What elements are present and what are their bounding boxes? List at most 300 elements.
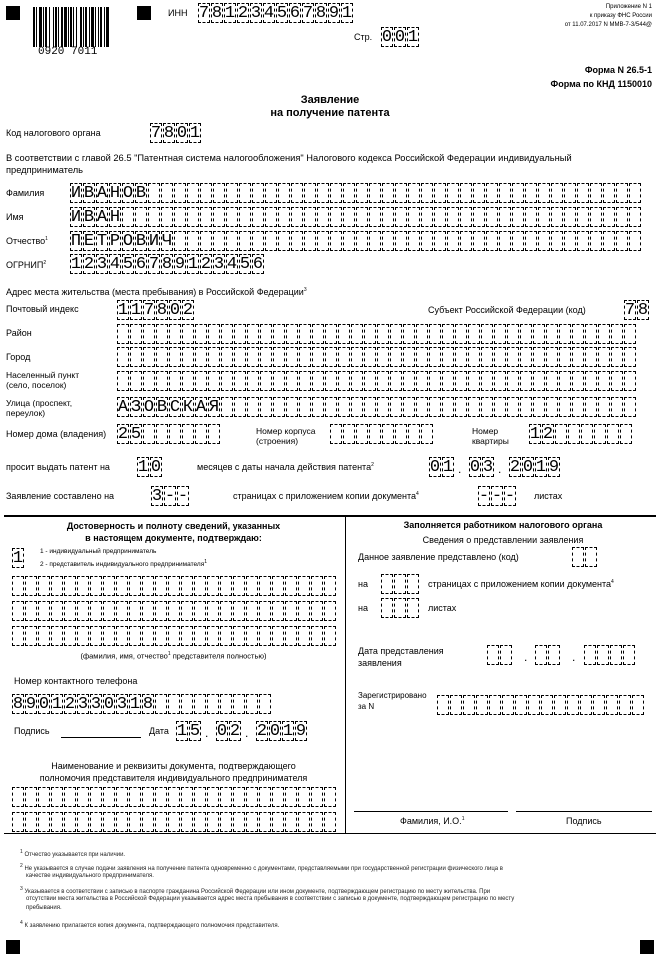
char-cell[interactable] (559, 371, 571, 391)
char-cell[interactable]: 0 (103, 694, 115, 714)
char-cell[interactable] (421, 424, 433, 444)
char-cell[interactable] (181, 812, 193, 832)
char-cell[interactable] (407, 598, 419, 618)
char-cell[interactable] (572, 347, 584, 367)
char-cell[interactable]: Р (109, 231, 121, 251)
char-cell[interactable]: О (122, 183, 134, 203)
char-cell[interactable] (208, 371, 220, 391)
char-cell[interactable]: 5 (130, 424, 142, 444)
char-cell[interactable] (233, 576, 245, 596)
char-cell[interactable] (64, 576, 76, 596)
char-cell[interactable] (377, 371, 389, 391)
char-cell[interactable] (285, 576, 297, 596)
char-cell[interactable] (117, 324, 129, 344)
char-cell[interactable] (278, 231, 290, 251)
char-cell[interactable] (311, 601, 323, 621)
char-cell[interactable]: А (117, 397, 129, 417)
char-cell[interactable] (525, 183, 537, 203)
char-cell[interactable] (317, 231, 329, 251)
char-cell[interactable] (611, 324, 623, 344)
char-cell[interactable] (450, 695, 462, 715)
char-cell[interactable] (103, 626, 115, 646)
district-cells[interactable] (117, 324, 637, 344)
char-cell[interactable]: 6 (252, 254, 264, 274)
char-cell[interactable] (103, 787, 115, 807)
char-cell[interactable] (12, 626, 24, 646)
char-cell[interactable] (468, 397, 480, 417)
char-cell[interactable] (607, 424, 619, 444)
char-cell[interactable]: 3 (482, 457, 494, 477)
char-cell[interactable] (239, 231, 251, 251)
char-cell[interactable] (512, 207, 524, 227)
char-cell[interactable] (455, 324, 467, 344)
char-cell[interactable] (143, 324, 155, 344)
char-cell[interactable] (116, 812, 128, 832)
char-cell[interactable] (299, 397, 311, 417)
char-cell[interactable] (324, 576, 336, 596)
char-cell[interactable] (278, 207, 290, 227)
char-cell[interactable]: 0 (169, 300, 181, 320)
char-cell[interactable]: 9 (328, 3, 340, 23)
representative-row3[interactable] (12, 626, 337, 646)
char-cell[interactable] (629, 231, 641, 251)
char-cell[interactable] (234, 347, 246, 367)
char-cell[interactable] (122, 207, 134, 227)
char-cell[interactable]: 1 (535, 457, 547, 477)
char-cell[interactable] (437, 695, 449, 715)
char-cell[interactable]: И (70, 207, 82, 227)
char-cell[interactable] (265, 231, 277, 251)
char-cell[interactable] (195, 347, 207, 367)
char-cell[interactable]: 5 (239, 254, 251, 274)
char-cell[interactable] (311, 812, 323, 832)
char-cell[interactable]: 0 (469, 457, 481, 477)
char-cell[interactable] (515, 695, 527, 715)
char-cell[interactable] (520, 397, 532, 417)
char-cell[interactable] (286, 324, 298, 344)
char-cell[interactable] (221, 371, 233, 391)
char-cell[interactable] (265, 183, 277, 203)
char-cell[interactable] (538, 183, 550, 203)
char-cell[interactable] (629, 207, 641, 227)
char-cell[interactable] (181, 626, 193, 646)
char-cell[interactable] (187, 207, 199, 227)
char-cell[interactable]: 5 (276, 3, 288, 23)
char-cell[interactable] (260, 371, 272, 391)
char-cell[interactable]: 2 (117, 424, 129, 444)
char-cell[interactable] (538, 207, 550, 227)
char-cell[interactable] (51, 787, 63, 807)
char-cell[interactable] (619, 695, 631, 715)
char-cell[interactable] (590, 231, 602, 251)
char-cell[interactable] (226, 183, 238, 203)
char-cell[interactable] (246, 576, 258, 596)
char-cell[interactable] (623, 645, 635, 665)
char-cell[interactable]: П (70, 231, 82, 251)
char-cell[interactable] (38, 626, 50, 646)
char-cell[interactable] (207, 576, 219, 596)
char-cell[interactable]: 7 (148, 254, 160, 274)
char-cell[interactable] (606, 695, 618, 715)
char-cell[interactable] (351, 347, 363, 367)
char-cell[interactable]: 4 (263, 3, 275, 23)
char-cell[interactable] (390, 371, 402, 391)
char-cell[interactable] (148, 207, 160, 227)
char-cell[interactable] (564, 183, 576, 203)
start-month-cells[interactable] (469, 457, 495, 477)
page-cells[interactable] (381, 27, 420, 47)
char-cell[interactable] (25, 787, 37, 807)
char-cell[interactable]: В (135, 231, 147, 251)
char-cell[interactable] (507, 324, 519, 344)
char-cell[interactable] (298, 812, 310, 832)
char-cell[interactable] (194, 601, 206, 621)
char-cell[interactable] (394, 598, 406, 618)
char-cell[interactable] (528, 695, 540, 715)
char-cell[interactable] (246, 694, 258, 714)
house-cells[interactable] (117, 424, 221, 444)
char-cell[interactable] (181, 601, 193, 621)
postcode-cells[interactable] (117, 300, 195, 320)
char-cell[interactable] (541, 695, 553, 715)
pages-cells[interactable] (151, 486, 190, 506)
char-cell[interactable] (260, 397, 272, 417)
char-cell[interactable] (598, 397, 610, 417)
char-cell[interactable] (233, 787, 245, 807)
char-cell[interactable] (500, 645, 512, 665)
doc-row1[interactable] (12, 787, 337, 807)
char-cell[interactable]: 1 (117, 300, 129, 320)
char-cell[interactable] (226, 207, 238, 227)
char-cell[interactable]: 9 (25, 694, 37, 714)
char-cell[interactable] (142, 601, 154, 621)
char-cell[interactable]: - (504, 486, 516, 506)
char-cell[interactable] (273, 371, 285, 391)
char-cell[interactable] (129, 626, 141, 646)
char-cell[interactable] (142, 626, 154, 646)
char-cell[interactable] (317, 183, 329, 203)
office-date-year[interactable] (584, 645, 636, 665)
char-cell[interactable] (265, 207, 277, 227)
char-cell[interactable] (559, 347, 571, 367)
char-cell[interactable] (312, 371, 324, 391)
char-cell[interactable] (468, 324, 480, 344)
char-cell[interactable] (447, 207, 459, 227)
char-cell[interactable] (447, 183, 459, 203)
char-cell[interactable]: 8 (161, 254, 173, 274)
char-cell[interactable] (629, 183, 641, 203)
char-cell[interactable] (182, 371, 194, 391)
char-cell[interactable]: 0 (429, 457, 441, 477)
char-cell[interactable] (143, 347, 155, 367)
char-cell[interactable]: 0 (38, 694, 50, 714)
office-fio-line[interactable] (354, 811, 508, 812)
char-cell[interactable] (382, 231, 394, 251)
char-cell[interactable]: 1 (51, 694, 63, 714)
char-cell[interactable] (429, 371, 441, 391)
char-cell[interactable] (476, 695, 488, 715)
char-cell[interactable] (291, 183, 303, 203)
char-cell[interactable] (489, 695, 501, 715)
char-cell[interactable]: - (164, 486, 176, 506)
char-cell[interactable] (259, 812, 271, 832)
char-cell[interactable] (312, 397, 324, 417)
char-cell[interactable]: 8 (637, 300, 649, 320)
char-cell[interactable] (291, 231, 303, 251)
char-cell[interactable]: 6 (135, 254, 147, 274)
char-cell[interactable] (408, 207, 420, 227)
char-cell[interactable]: 2 (200, 254, 212, 274)
street-cells[interactable] (117, 397, 637, 417)
char-cell[interactable] (103, 812, 115, 832)
char-cell[interactable] (312, 324, 324, 344)
char-cell[interactable] (460, 231, 472, 251)
char-cell[interactable] (533, 371, 545, 391)
tax-office-cells[interactable] (150, 123, 202, 143)
office-pages-cells[interactable] (381, 574, 420, 594)
char-cell[interactable] (168, 694, 180, 714)
char-cell[interactable] (143, 371, 155, 391)
char-cell[interactable] (486, 207, 498, 227)
char-cell[interactable] (364, 397, 376, 417)
char-cell[interactable]: - (177, 486, 189, 506)
char-cell[interactable] (382, 183, 394, 203)
char-cell[interactable] (572, 397, 584, 417)
char-cell[interactable] (220, 576, 232, 596)
char-cell[interactable] (603, 207, 615, 227)
char-cell[interactable] (77, 787, 89, 807)
char-cell[interactable] (220, 601, 232, 621)
office-sheets-cells[interactable] (381, 598, 420, 618)
char-cell[interactable] (90, 601, 102, 621)
char-cell[interactable] (324, 787, 336, 807)
char-cell[interactable] (481, 324, 493, 344)
char-cell[interactable] (142, 787, 154, 807)
char-cell[interactable]: 2 (182, 300, 194, 320)
char-cell[interactable] (551, 231, 563, 251)
char-cell[interactable] (408, 424, 420, 444)
char-cell[interactable]: Я (208, 397, 220, 417)
char-cell[interactable] (259, 626, 271, 646)
char-cell[interactable] (403, 371, 415, 391)
char-cell[interactable] (447, 231, 459, 251)
char-cell[interactable] (273, 324, 285, 344)
char-cell[interactable]: 2 (229, 721, 241, 741)
char-cell[interactable] (548, 645, 560, 665)
char-cell[interactable] (129, 576, 141, 596)
char-cell[interactable] (207, 601, 219, 621)
char-cell[interactable] (356, 183, 368, 203)
char-cell[interactable] (421, 183, 433, 203)
char-cell[interactable] (564, 231, 576, 251)
settlement-cells[interactable] (117, 371, 637, 391)
char-cell[interactable] (208, 347, 220, 367)
char-cell[interactable]: А (195, 397, 207, 417)
char-cell[interactable]: 7 (302, 3, 314, 23)
char-cell[interactable] (577, 207, 589, 227)
char-cell[interactable] (460, 183, 472, 203)
char-cell[interactable] (51, 601, 63, 621)
char-cell[interactable] (116, 626, 128, 646)
char-cell[interactable] (442, 371, 454, 391)
char-cell[interactable]: 4 (226, 254, 238, 274)
char-cell[interactable]: 3 (151, 486, 163, 506)
char-cell[interactable]: И (70, 183, 82, 203)
char-cell[interactable] (298, 626, 310, 646)
char-cell[interactable]: 5 (122, 254, 134, 274)
char-cell[interactable] (572, 324, 584, 344)
char-cell[interactable] (512, 231, 524, 251)
char-cell[interactable] (247, 324, 259, 344)
char-cell[interactable] (194, 694, 206, 714)
char-cell[interactable]: 3 (213, 254, 225, 274)
copies-cells[interactable] (478, 486, 517, 506)
presented-cells[interactable] (572, 547, 598, 567)
char-cell[interactable] (486, 183, 498, 203)
char-cell[interactable] (259, 576, 271, 596)
char-cell[interactable] (156, 324, 168, 344)
char-cell[interactable]: В (83, 183, 95, 203)
char-cell[interactable] (381, 598, 393, 618)
char-cell[interactable] (611, 397, 623, 417)
char-cell[interactable] (51, 576, 63, 596)
char-cell[interactable]: 8 (156, 300, 168, 320)
char-cell[interactable] (487, 645, 499, 665)
char-cell[interactable] (252, 231, 264, 251)
char-cell[interactable] (103, 601, 115, 621)
char-cell[interactable] (207, 787, 219, 807)
char-cell[interactable]: 9 (548, 457, 560, 477)
char-cell[interactable]: 2 (64, 694, 76, 714)
char-cell[interactable] (221, 397, 233, 417)
start-day-cells[interactable] (429, 457, 455, 477)
char-cell[interactable] (116, 576, 128, 596)
char-cell[interactable] (38, 787, 50, 807)
city-cells[interactable] (117, 347, 637, 367)
char-cell[interactable] (499, 231, 511, 251)
char-cell[interactable]: 1 (70, 254, 82, 274)
char-cell[interactable] (208, 424, 220, 444)
char-cell[interactable] (525, 207, 537, 227)
char-cell[interactable] (220, 694, 232, 714)
char-cell[interactable] (155, 787, 167, 807)
char-cell[interactable] (130, 324, 142, 344)
char-cell[interactable] (325, 324, 337, 344)
char-cell[interactable] (64, 601, 76, 621)
char-cell[interactable] (442, 347, 454, 367)
char-cell[interactable] (585, 397, 597, 417)
char-cell[interactable] (610, 645, 622, 665)
char-cell[interactable] (273, 397, 285, 417)
char-cell[interactable] (382, 207, 394, 227)
char-cell[interactable] (169, 324, 181, 344)
char-cell[interactable] (624, 347, 636, 367)
char-cell[interactable]: 8 (315, 3, 327, 23)
char-cell[interactable] (611, 371, 623, 391)
char-cell[interactable]: 0 (150, 457, 162, 477)
char-cell[interactable] (168, 576, 180, 596)
char-cell[interactable] (468, 347, 480, 367)
char-cell[interactable] (182, 324, 194, 344)
char-cell[interactable] (632, 695, 644, 715)
char-cell[interactable]: 0 (394, 27, 406, 47)
char-cell[interactable] (473, 183, 485, 203)
char-cell[interactable] (455, 347, 467, 367)
char-cell[interactable]: 2 (542, 424, 554, 444)
char-cell[interactable]: 5 (189, 721, 201, 741)
char-cell[interactable] (143, 424, 155, 444)
registered-cells[interactable] (437, 695, 645, 715)
date-month-cells[interactable] (216, 721, 242, 741)
char-cell[interactable] (246, 626, 258, 646)
char-cell[interactable] (161, 207, 173, 227)
char-cell[interactable]: 2 (83, 254, 95, 274)
char-cell[interactable] (377, 397, 389, 417)
patronymic-cells[interactable] (70, 231, 642, 251)
char-cell[interactable] (572, 547, 584, 567)
char-cell[interactable]: В (135, 183, 147, 203)
char-cell[interactable] (377, 347, 389, 367)
char-cell[interactable] (416, 371, 428, 391)
char-cell[interactable] (584, 645, 596, 665)
char-cell[interactable]: 3 (90, 694, 102, 714)
char-cell[interactable] (156, 347, 168, 367)
char-cell[interactable] (221, 324, 233, 344)
char-cell[interactable] (174, 207, 186, 227)
char-cell[interactable] (416, 397, 428, 417)
char-cell[interactable]: Ч (161, 231, 173, 251)
char-cell[interactable] (546, 371, 558, 391)
char-cell[interactable] (155, 812, 167, 832)
char-cell[interactable] (299, 371, 311, 391)
char-cell[interactable] (181, 576, 193, 596)
char-cell[interactable] (499, 183, 511, 203)
char-cell[interactable] (538, 231, 550, 251)
date-day-cells[interactable] (176, 721, 202, 741)
months-cells[interactable] (137, 457, 163, 477)
char-cell[interactable]: 7 (198, 3, 210, 23)
char-cell[interactable]: 1 (130, 300, 142, 320)
char-cell[interactable] (551, 207, 563, 227)
char-cell[interactable]: - (491, 486, 503, 506)
char-cell[interactable] (77, 576, 89, 596)
char-cell[interactable] (220, 787, 232, 807)
char-cell[interactable] (155, 694, 167, 714)
char-cell[interactable] (304, 207, 316, 227)
char-cell[interactable] (338, 397, 350, 417)
char-cell[interactable] (299, 324, 311, 344)
char-cell[interactable] (343, 207, 355, 227)
char-cell[interactable] (403, 324, 415, 344)
char-cell[interactable] (382, 424, 394, 444)
char-cell[interactable] (194, 626, 206, 646)
char-cell[interactable]: 2 (256, 721, 268, 741)
char-cell[interactable] (338, 347, 350, 367)
office-sign-line[interactable] (516, 811, 652, 812)
char-cell[interactable] (486, 231, 498, 251)
char-cell[interactable] (155, 601, 167, 621)
char-cell[interactable] (616, 207, 628, 227)
char-cell[interactable] (77, 626, 89, 646)
char-cell[interactable] (620, 424, 632, 444)
char-cell[interactable] (298, 601, 310, 621)
char-cell[interactable] (580, 695, 592, 715)
char-cell[interactable] (554, 695, 566, 715)
char-cell[interactable] (90, 626, 102, 646)
char-cell[interactable] (585, 347, 597, 367)
char-cell[interactable] (468, 371, 480, 391)
char-cell[interactable] (259, 694, 271, 714)
